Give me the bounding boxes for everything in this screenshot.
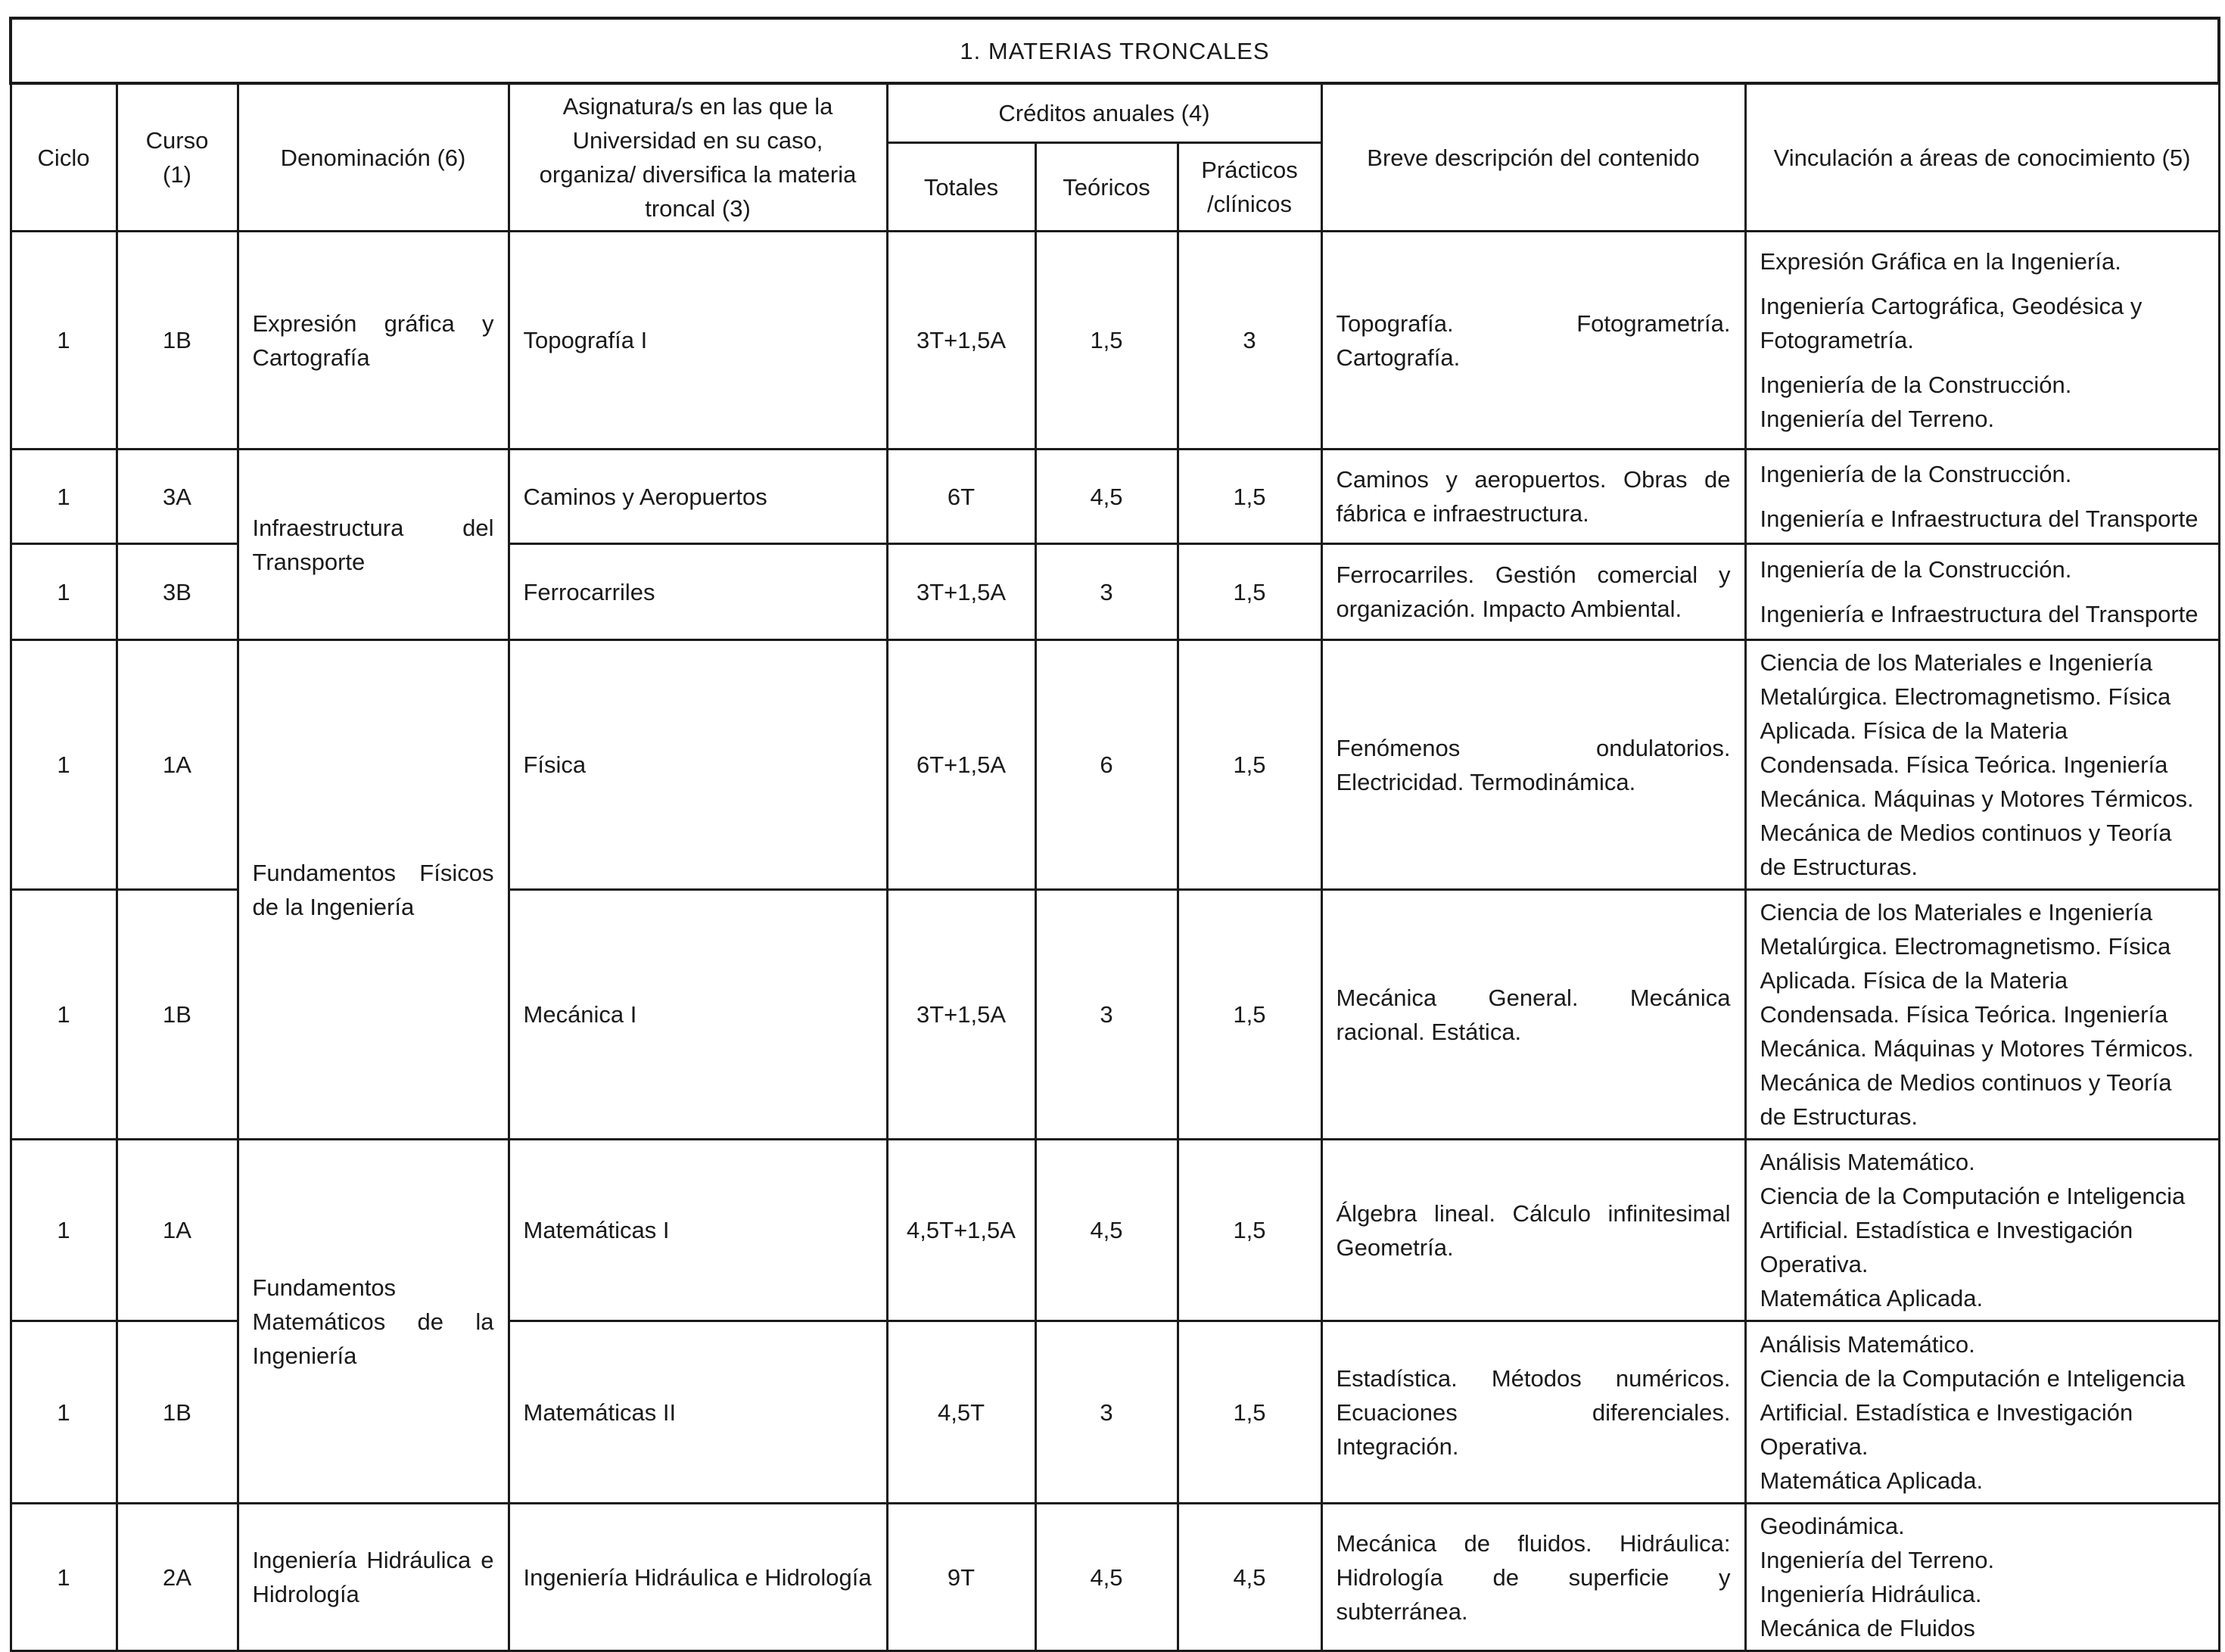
cell-teoricos: 4,5: [1035, 450, 1178, 544]
area-item: Geodinámica.: [1760, 1513, 1905, 1539]
cell-denominacion: Ingeniería Hidráulica e Hidrología: [238, 1504, 509, 1651]
cell-teoricos: 1,5: [1035, 232, 1178, 450]
area-item: Análisis Matemático.: [1760, 1149, 1975, 1175]
cell-ciclo: 1: [11, 1140, 117, 1321]
area-item: Mecánica de Fluidos: [1760, 1615, 1975, 1641]
materias-troncales-table: [9, 17, 2220, 1652]
cell-practicos: 1,5: [1178, 1140, 1321, 1321]
cell-ciclo: 1: [11, 232, 117, 450]
cell-descripcion: Mecánica de fluidos. Hidráulica: Hidrología de superficie y subterránea.: [1321, 1504, 1745, 1651]
cell-practicos: 1,5: [1178, 890, 1321, 1140]
cell-descripcion: Estadística. Métodos numéricos. Ecuaciones diferenciales. Integración.: [1321, 1321, 1745, 1504]
cell-descripcion: Álgebra lineal. Cálculo infinitesimal Geometría.: [1321, 1140, 1745, 1321]
table-row: [11, 1140, 2219, 1321]
cell-areas: [1745, 450, 2219, 544]
area-item: Ciencia de la Computación e Inteligencia Artificial. Estadística e Investigación Operativa.: [1760, 1364, 2186, 1460]
cell-practicos: 1,5: [1178, 1321, 1321, 1504]
cell-teoricos: 3: [1035, 890, 1178, 1140]
cell-denominacion: Expresión gráfica y Cartografía: [238, 232, 509, 450]
table-row: [11, 232, 2219, 450]
cell-descripcion: Fenómenos ondulatorios. Electricidad. Termodinámica.: [1321, 640, 1745, 890]
cell-asignatura: Física: [509, 640, 887, 890]
cell-teoricos: 4,5: [1035, 1140, 1178, 1321]
table-row: [11, 1504, 2219, 1651]
cell-practicos: 4,5: [1178, 1504, 1321, 1651]
cell-areas: [1745, 1140, 2219, 1321]
cell-ciclo: 1: [11, 1504, 117, 1651]
cell-asignatura: Matemáticas I: [509, 1140, 887, 1321]
cell-ciclo: 1: [11, 450, 117, 544]
cell-asignatura: Mecánica I: [509, 890, 887, 1140]
cell-totales: 4,5T: [887, 1321, 1035, 1504]
cell-areas: [1745, 544, 2219, 640]
cell-denominacion: Fundamentos Físicos de la Ingeniería: [238, 640, 509, 1140]
area-item: Matemática Aplicada.: [1760, 1467, 1984, 1494]
cell-curso: 2A: [117, 1504, 238, 1651]
cell-areas: [1745, 1504, 2219, 1651]
cell-teoricos: 6: [1035, 640, 1178, 890]
area-item: Matemática Aplicada.: [1760, 1285, 1984, 1311]
header-vinculacion: Vinculación a áreas de conocimiento (5): [1745, 83, 2219, 232]
cell-totales: 9T: [887, 1504, 1035, 1651]
cell-denominacion: Infraestructura del Transporte: [238, 450, 509, 640]
cell-curso: 3A: [117, 450, 238, 544]
cell-asignatura: Ingeniería Hidráulica e Hidrología: [509, 1504, 887, 1651]
cell-areas: [1745, 1321, 2219, 1504]
cell-curso: 1B: [117, 232, 238, 450]
area-item: Ingeniería de la Construcción.: [1760, 372, 2072, 398]
cell-ciclo: 1: [11, 1321, 117, 1504]
cell-curso: 1B: [117, 890, 238, 1140]
cell-practicos: 1,5: [1178, 450, 1321, 544]
cell-ciclo: 1: [11, 640, 117, 890]
cell-descripcion: Mecánica General. Mecánica racional. Estática.: [1321, 890, 1745, 1140]
cell-curso: 1A: [117, 1140, 238, 1321]
area-item: Ingeniería del Terreno.: [1760, 406, 1995, 432]
area-item: Ingeniería de la Construcción.: [1760, 461, 2072, 487]
header-practicos: Prácticos /clínicos: [1178, 143, 1321, 232]
header-asignatura: Asignatura/s en las que la Universidad en su caso, organiza/ diversifica la materia troncal (3): [509, 83, 887, 232]
cell-totales: 6T: [887, 450, 1035, 544]
cell-curso: 3B: [117, 544, 238, 640]
area-item: Ingeniería Cartográfica, Geodésica y Fotogrametría.: [1760, 293, 2143, 353]
area-item: Ingeniería del Terreno.: [1760, 1547, 1995, 1573]
cell-curso: 1B: [117, 1321, 238, 1504]
cell-totales: 3T+1,5A: [887, 232, 1035, 450]
header-teoricos: Teóricos: [1035, 143, 1178, 232]
table-title: 1. MATERIAS TRONCALES: [11, 18, 2219, 83]
cell-ciclo: 1: [11, 544, 117, 640]
area-item: Ingeniería de la Construcción.: [1760, 556, 2072, 583]
cell-areas: Ciencia de los Materiales e Ingeniería Metalúrgica. Electromagnetismo. Física Aplicada. Física de la Materia Condensada. Física Teórica. Ingeniería Mecánica. Máquinas y Motores Térmicos. Mecánica de Medios continuos y Teoría de Estructuras.: [1745, 640, 2219, 890]
header-totales: Totales: [887, 143, 1035, 232]
table-row: [11, 450, 2219, 544]
area-item: Ingeniería Hidráulica.: [1760, 1581, 1982, 1607]
cell-areas: [1745, 232, 2219, 450]
cell-asignatura: Topografía I: [509, 232, 887, 450]
area-item: Expresión Gráfica en la Ingeniería.: [1760, 248, 2121, 275]
document-page: [9, 17, 2217, 1652]
cell-totales: 4,5T+1,5A: [887, 1140, 1035, 1321]
cell-teoricos: 3: [1035, 544, 1178, 640]
header-curso: Curso (1): [117, 83, 238, 232]
cell-denominacion: Fundamentos Matemáticos de la Ingeniería: [238, 1140, 509, 1504]
table-row: [11, 640, 2219, 890]
cell-totales: 3T+1,5A: [887, 890, 1035, 1140]
header-descripcion: Breve descripción del contenido: [1321, 83, 1745, 232]
cell-asignatura: Caminos y Aeropuertos: [509, 450, 887, 544]
cell-ciclo: 1: [11, 890, 117, 1140]
cell-teoricos: 4,5: [1035, 1504, 1178, 1651]
header-denominacion: Denominación (6): [238, 83, 509, 232]
cell-totales: 6T+1,5A: [887, 640, 1035, 890]
cell-asignatura: Matemáticas II: [509, 1321, 887, 1504]
cell-curso: 1A: [117, 640, 238, 890]
cell-asignatura: Ferrocarriles: [509, 544, 887, 640]
header-creditos: Créditos anuales (4): [887, 83, 1321, 143]
cell-practicos: 1,5: [1178, 640, 1321, 890]
cell-practicos: 3: [1178, 232, 1321, 450]
area-item: Ciencia de la Computación e Inteligencia Artificial. Estadística e Investigación Operativa.: [1760, 1183, 2186, 1277]
header-ciclo: Ciclo: [11, 83, 117, 232]
cell-areas: Ciencia de los Materiales e Ingeniería Metalúrgica. Electromagnetismo. Física Aplicada. Física de la Materia Condensada. Física Teórica. Ingeniería Mecánica. Máquinas y Motores Térmicos. Mecánica de Medios continuos y Teoría de Estructuras.: [1745, 890, 2219, 1140]
cell-descripcion: Caminos y aeropuertos. Obras de fábrica e infraestructura.: [1321, 450, 1745, 544]
area-item: Ingeniería e Infraestructura del Transporte: [1760, 601, 2199, 627]
cell-totales: 3T+1,5A: [887, 544, 1035, 640]
cell-descripcion: Ferrocarriles. Gestión comercial y organización. Impacto Ambiental.: [1321, 544, 1745, 640]
area-item: Ingeniería e Infraestructura del Transporte: [1760, 506, 2199, 532]
area-item: Análisis Matemático.: [1760, 1330, 1975, 1358]
cell-teoricos: 3: [1035, 1321, 1178, 1504]
cell-practicos: 1,5: [1178, 544, 1321, 640]
cell-descripcion: Topografía. Fotogrametría. Cartografía.: [1321, 232, 1745, 450]
